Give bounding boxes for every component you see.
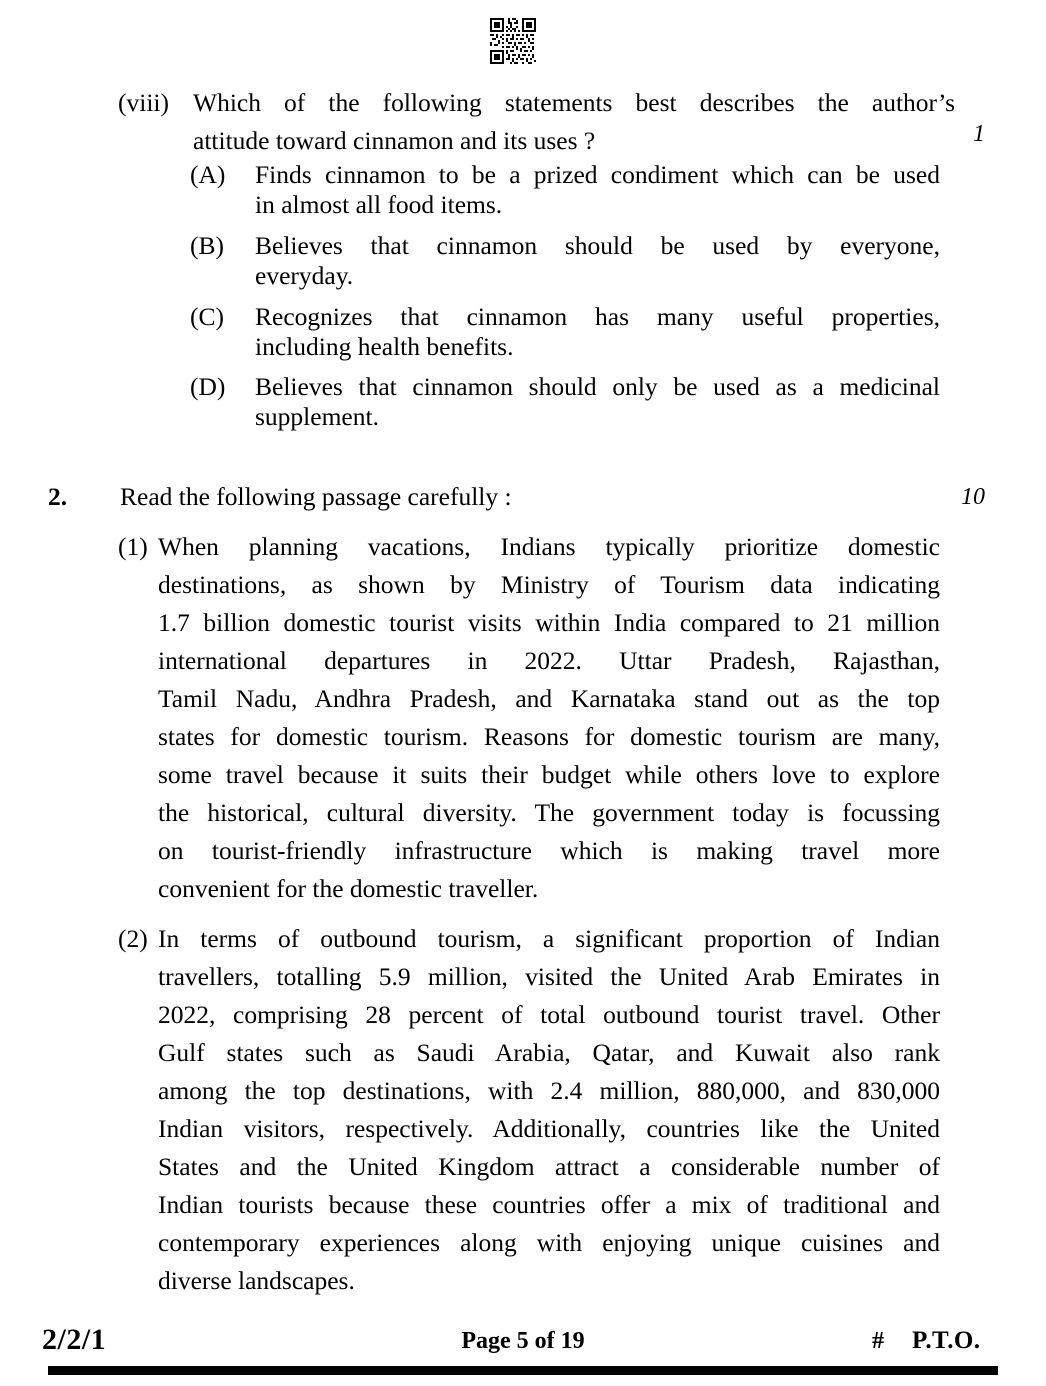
option-a-line-1: Finds cinnamon to be a prized condiment which can be used [255,160,940,189]
passage-p1-line-10: convenient for the domestic traveller. [158,874,539,903]
paper-code: 2/2/1 [42,1323,107,1356]
option-d-line-1: Believes that cinnamon should only be used as a medicinal [255,372,940,401]
option-a-line-2: in almost all food items. [255,190,503,219]
question-viii-line-2: attitude toward cinnamon and its uses ? [193,126,596,155]
passage-p2-line-5: among the top destinations, with 2.4 million, 880,000, and 830,000 [158,1076,940,1105]
passage-p1-line-3: 1.7 billion domestic tourist visits within India compared to 21 million [158,608,940,637]
passage-p1-line-7: some travel because it suits their budget while others love to explore [158,760,940,789]
passage-p2-line-10: diverse landscapes. [158,1266,355,1295]
question-viii-text [193,84,955,160]
option-a-label: (A) [190,160,226,189]
passage-p1-line-5: Tamil Nadu, Andhra Pradesh, and Karnataka stand out as the top [158,684,940,713]
passage-p2-line-6: Indian visitors, respectively. Additionally, countries like the United [158,1114,940,1143]
passage-p1-line-4: international departures in 2022. Uttar Pradesh, Rajasthan, [158,646,940,675]
passage-p2-line-7: States and the United Kingdom attract a considerable number of [158,1152,940,1181]
option-c-line-1: Recognizes that cinnamon has many useful properties, [255,302,940,331]
passage-p1-line-6: states for domestic tourism. Reasons for domestic tourism are many, [158,722,940,751]
passage-p1-line-8: the historical, cultural diversity. The government today is focussing [158,798,940,827]
question-viii-marks: 1 [973,121,985,147]
option-b-label: (B) [190,231,224,260]
passage-paragraph-1 [158,528,940,908]
passage-paragraph-2 [158,920,940,1300]
option-b-line-1: Believes that cinnamon should be used by everyone, [255,231,940,260]
passage-p2-line-3: 2022, comprising 28 percent of total outbound tourist travel. Other [158,1000,940,1029]
passage-paragraph-1-label: (1) [118,532,148,561]
option-c[interactable] [255,302,940,362]
pto-marker: P.T.O. [912,1327,981,1354]
passage-p2-line-8: Indian tourists because these countries offer a mix of traditional and [158,1190,940,1219]
option-c-line-2: including health benefits. [255,332,514,361]
question-2-marks: 10 [961,484,985,510]
passage-p2-line-9: contemporary experiences along with enjoying unique cuisines and [158,1228,940,1257]
passage-p2-line-4: Gulf states such as Saudi Arabia, Qatar, and Kuwait also rank [158,1038,940,1067]
passage-p2-line-1: In terms of outbound tourism, a significant proportion of Indian [158,924,940,953]
footer-divider [48,1366,998,1375]
question-viii-label: (viii) [118,88,169,117]
question-viii-line-1: Which of the following statements best describes the author’s [193,88,955,117]
passage-p1-line-2: destinations, as shown by Ministry of Tourism data indicating [158,570,940,599]
passage-p2-line-2: travellers, totalling 5.9 million, visited the United Arab Emirates in [158,962,940,991]
passage-paragraph-2-label: (2) [118,924,148,953]
page-footer [0,1322,1046,1386]
page-number: Page 5 of 19 [461,1328,585,1354]
qr-code-icon [488,16,538,66]
passage-p1-line-9: on tourist-friendly infrastructure which is making travel more [158,836,940,865]
option-d-line-2: supplement. [255,402,379,431]
question-2-instruction: Read the following passage carefully : [120,482,512,511]
option-b-line-2: everyday. [255,261,354,290]
hash-marker: # [872,1328,884,1354]
option-a[interactable] [255,160,940,220]
option-b[interactable] [255,231,940,291]
option-c-label: (C) [190,302,224,331]
question-2-number: 2. [48,482,68,511]
option-d-label: (D) [190,372,226,401]
passage-p1-line-1: When planning vacations, Indians typically prioritize domestic [158,532,940,561]
option-d[interactable] [255,372,940,432]
